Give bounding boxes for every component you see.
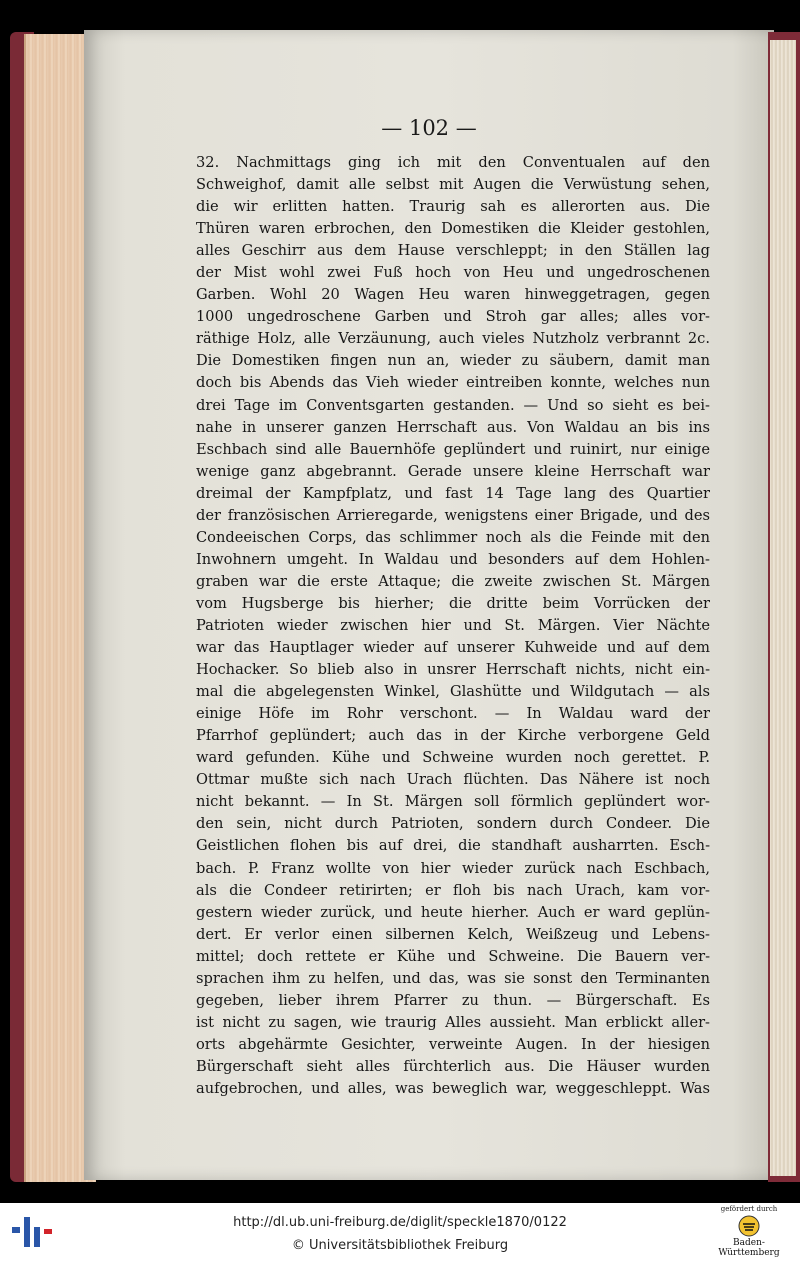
text-line: den sein, nicht durch Patrioten, sondern durch Condeer. Die [196,815,710,833]
text-line: Die Domestiken fingen nun an, wieder zu säubern, damit man [196,352,710,370]
text-line: wenige ganz abgebrannt. Gerade unsere kleine Herrschaft war [196,462,710,480]
text-line: der Mist wohl zwei Fuß hoch von Heu und ungedroschenen [196,264,710,282]
text-line: Pfarrhof geplündert; auch das in der Kirche verborgene Geld [196,727,710,745]
text-line: doch bis Abends das Vieh wieder eintreiben konnte, welches nun [196,374,710,392]
text-line: gestern wieder zurück, und heute hierher. Auch er ward geplün- [196,903,710,921]
text-line: einige Höfe im Rohr verschont. — In Waldau ward der [196,705,710,723]
text-line: ward gefunden. Kühe und Schweine wurden noch gerettet. P. [196,749,710,767]
text-line: Ottmar mußte sich nach Urach flüchten. Das Nähere ist noch [196,771,710,789]
text-line: drei Tage im Conventsgarten gestanden. — Und so sieht es bei- [196,396,710,414]
text-line: 1000 ungedroschene Garben und Stroh gar alles; alles vor- [196,308,710,326]
state-seal-icon [738,1215,760,1237]
text-line: nicht bekannt. — In St. Märgen soll förmlich geplündert wor- [196,793,710,811]
text-line: Inwohnern umgeht. In Waldau und besonders auf dem Hohlen- [196,550,710,568]
text-line: Geistlichen flohen bis auf drei, die standhaft ausharrten. Esch- [196,837,710,855]
copyright-notice: © Universitätsbibliothek Freiburg [291,1238,509,1253]
text-line: der französischen Arrieregarde, wenigstens einer Brigade, und des [196,506,710,524]
text-line: war das Hauptlager wieder auf unserer Kuhweide und auf dem [196,639,710,657]
page-number: — 102 — [381,116,477,140]
text-line: ist nicht zu sagen, wie traurig Alles aussieht. Man erblickt aller- [196,1013,710,1031]
text-line: mittel; doch rettete er Kühe und Schweine. Die Bauern ver- [196,947,710,965]
text-line: Bürgerschaft sieht alles fürchterlich aus. Die Häuser wurden [196,1057,710,1075]
text-line: nahe in unserer ganzen Herrschaft aus. Von Waldau an bis ins [196,418,710,436]
text-line: Hochacker. So blieb also in unsrer Herrschaft nichts, nicht ein- [196,661,710,679]
text-line: mal die abgelegensten Winkel, Glashütte und Wildgutach — als [196,683,710,701]
text-line: Eschbach sind alle Bauernhöfe geplündert und ruinirt, nur einige [196,440,710,458]
text-line: gegeben, lieber ihrem Pfarrer zu thun. — Bürgerschaft. Es [196,991,710,1009]
text-line: Garben. Wohl 20 Wagen Heu waren hinweggetragen, gegen [196,286,710,304]
text-line: alles Geschirr aus dem Hause verschleppt; in den Ställen lag [196,242,710,260]
sponsor-block [704,1205,794,1258]
document-url[interactable]: http://dl.ub.uni-freiburg.de/diglit/speckle1870/0122 [233,1215,567,1230]
text-line: als die Condeer retirirten; er floh bis nach Urach, kam vor- [196,881,710,899]
text-line: Schweighof, damit alle selbst mit Augen die Verwüstung sehen, [196,176,710,194]
text-line: sprachen ihm zu helfen, und das, was sie sonst den Terminanten [196,969,710,987]
text-line: bach. P. Franz wollte von hier wieder zurück nach Eschbach, [196,859,710,877]
page-edges-right [770,40,796,1176]
text-line: dreimal der Kampfplatz, und fast 14 Tage lang des Quartier [196,484,710,502]
text-line: aufgebrochen, und alles, was beweglich war, weggeschleppt. Was [196,1079,710,1097]
sponsor-name: Baden-Württemberg [718,1238,780,1258]
text-line: Patrioten wieder zwischen hier und St. Märgen. Vier Nächte [196,616,710,634]
page-text [196,152,710,1100]
text-line: graben war die erste Attaque; die zweite zwischen St. Märgen [196,572,710,590]
text-line: die wir erlitten hatten. Traurig sah es allerorten aus. Die [196,198,710,216]
viewer-footer [0,1203,800,1261]
text-line: orts abgehärmte Gesichter, verweinte Augen. In der hiesigen [196,1035,710,1053]
text-line: dert. Er verlor einen silbernen Kelch, Weißzeug und Lebens- [196,925,710,943]
text-line: vom Hugsberge bis hierher; die dritte beim Vorrücken der [196,594,710,612]
text-line: räthige Holz, alle Verzäunung, auch vieles Nutzholz verbrannt 2c. [196,330,710,348]
sponsor-caption: gefördert durch [720,1205,778,1213]
text-line: 32. Nachmittags ging ich mit den Conventualen auf den [196,154,710,171]
text-line: Thüren waren erbrochen, den Domestiken die Kleider gestohlen, [196,220,710,238]
text-line: Condeeischen Corps, das schlimmer noch als die Feinde mit den [196,528,710,546]
